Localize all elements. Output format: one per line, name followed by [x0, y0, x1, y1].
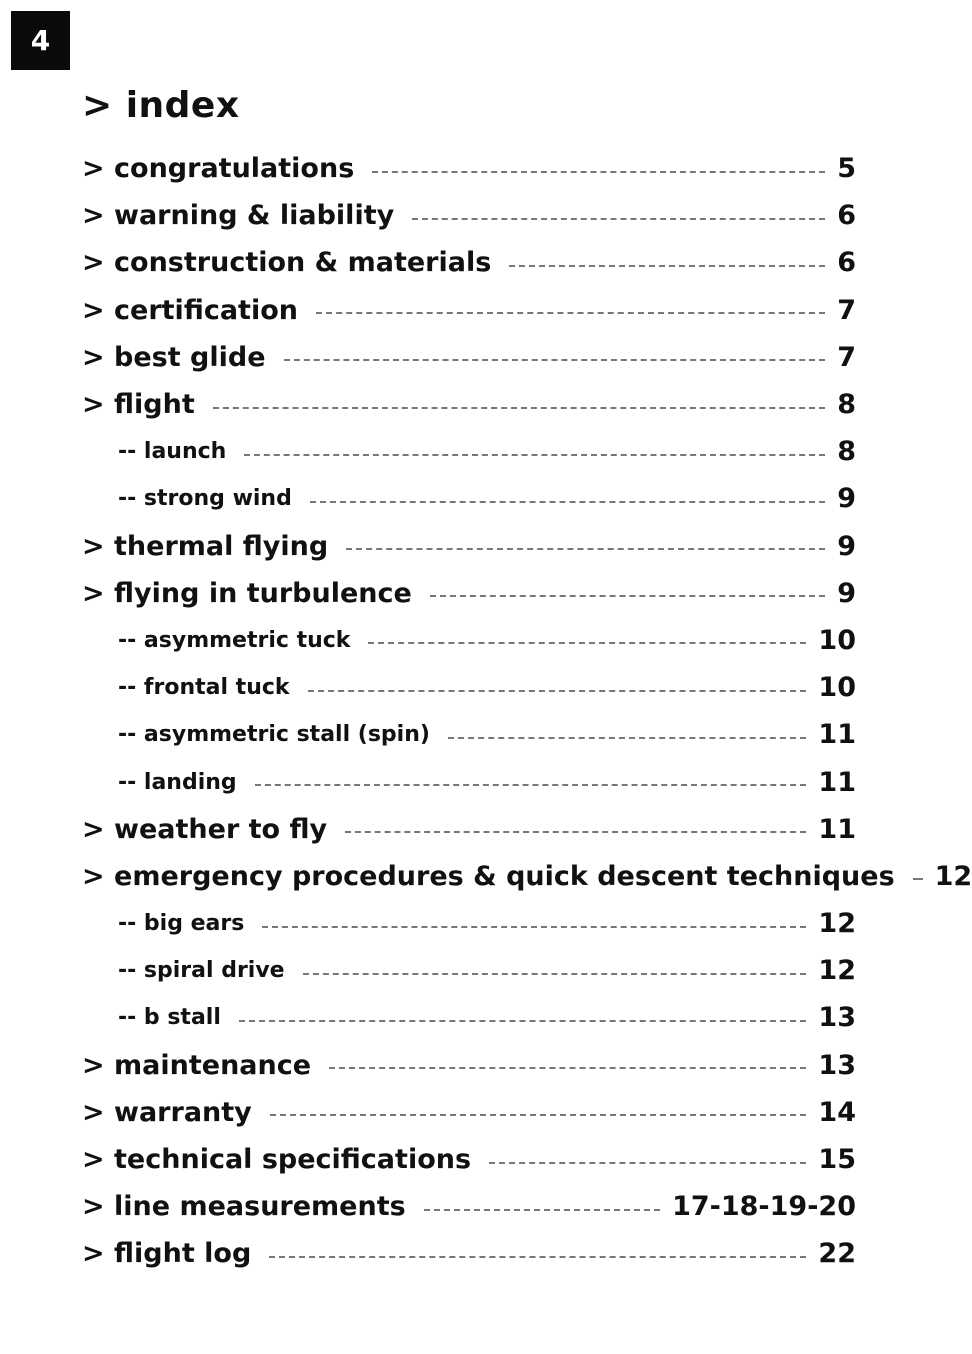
toc-subentry-frontal-tuck[interactable]: [82, 664, 856, 711]
dotted-leader: [346, 548, 825, 550]
toc-entry-label: -- landing: [118, 769, 237, 795]
toc-entry-label: > weather to fly: [82, 813, 328, 845]
toc-entry-page: 12: [818, 908, 856, 940]
toc-entry-label: > flight: [82, 389, 195, 421]
toc-entry-label: -- b stall: [118, 1005, 221, 1031]
toc-entry-flight[interactable]: [82, 381, 856, 428]
dotted-leader: [913, 878, 923, 880]
dotted-leader: [345, 831, 806, 833]
toc-entry-label: -- spiral drive: [118, 958, 285, 984]
toc-entry-line-measurements[interactable]: [82, 1183, 856, 1230]
toc-subentry-big-ears[interactable]: [82, 900, 856, 947]
toc-subentry-launch[interactable]: [82, 428, 856, 475]
toc-entry-warranty[interactable]: [82, 1089, 856, 1136]
toc-entry-page: 11: [818, 766, 856, 798]
dotted-leader: [372, 171, 825, 173]
toc-subentry-strong-wind[interactable]: [82, 475, 856, 522]
dotted-leader: [270, 1114, 807, 1116]
toc-entry-page: 13: [818, 1002, 856, 1034]
toc-entry-congratulations[interactable]: [82, 145, 856, 192]
toc-subentry-landing[interactable]: [82, 758, 856, 805]
toc-subentry-b-stall[interactable]: [82, 994, 856, 1041]
toc-entry-label: > warning & liability: [82, 200, 395, 232]
toc-entry-page: 17-18-19-20: [672, 1191, 856, 1223]
toc-entry-page: 5: [837, 153, 856, 185]
toc-entry-page: 12: [818, 955, 856, 987]
dotted-leader: [255, 784, 807, 786]
toc-entry-label: -- frontal tuck: [118, 675, 290, 701]
toc-entry-page: 6: [837, 247, 856, 279]
dotted-leader: [213, 407, 825, 409]
toc-entry-label: > thermal flying: [82, 530, 329, 562]
dotted-leader: [489, 1162, 806, 1164]
toc-entry-page: 14: [818, 1096, 856, 1128]
dotted-leader: [239, 1020, 807, 1022]
dotted-leader: [424, 1209, 660, 1211]
toc-entry-page: 11: [818, 719, 856, 751]
dotted-leader: [329, 1067, 806, 1069]
dotted-leader: [244, 454, 825, 456]
dotted-leader: [310, 501, 825, 503]
toc-entry-weather-to-fly[interactable]: [82, 806, 856, 853]
toc-entry-flight-log[interactable]: [82, 1230, 856, 1277]
dotted-leader: [308, 690, 807, 692]
toc-entry-page: 7: [837, 294, 856, 326]
toc-entry-page: 7: [837, 341, 856, 373]
toc-entry-page: 15: [818, 1144, 856, 1176]
dotted-leader: [368, 642, 806, 644]
dotted-leader: [316, 312, 825, 314]
dotted-leader: [412, 218, 825, 220]
toc-entry-page: 8: [837, 389, 856, 421]
page-number-badge: 4: [11, 11, 70, 70]
toc-entry-best-glide[interactable]: [82, 334, 856, 381]
toc-entry-page: 13: [818, 1049, 856, 1081]
toc-entry-label: -- asymmetric tuck: [118, 627, 351, 653]
toc-entry-label: -- big ears: [118, 911, 245, 937]
toc-subentry-spiral-drive[interactable]: [82, 947, 856, 994]
toc-entry-label: > flight log: [82, 1238, 252, 1270]
toc-entry-page: 10: [818, 672, 856, 704]
toc-entry-thermal-flying[interactable]: [82, 523, 856, 570]
dotted-leader: [284, 359, 826, 361]
toc-entry-maintenance[interactable]: [82, 1042, 856, 1089]
table-of-contents: [82, 145, 972, 1278]
toc-entry-page: 9: [837, 530, 856, 562]
toc-entry-emergency-procedures[interactable]: [82, 853, 972, 900]
toc-entry-page: 6: [837, 200, 856, 232]
toc-entry-label: > flying in turbulence: [82, 577, 412, 609]
toc-entry-page: 12: [934, 860, 972, 892]
toc-entry-certification[interactable]: [82, 287, 856, 334]
dotted-leader: [262, 926, 806, 928]
toc-entry-label: > maintenance: [82, 1049, 312, 1081]
toc-subentry-asymmetric-tuck[interactable]: [82, 617, 856, 664]
toc-entry-page: 9: [837, 577, 856, 609]
toc-entry-label: > congratulations: [82, 153, 355, 185]
toc-entry-label: > technical specifications: [82, 1144, 472, 1176]
toc-entry-label: > best glide: [82, 341, 266, 373]
toc-entry-page: 10: [818, 624, 856, 656]
dotted-leader: [430, 595, 825, 597]
dotted-leader: [448, 737, 806, 739]
toc-subentry-asymmetric-stall[interactable]: [82, 711, 856, 758]
toc-entry-warning-liability[interactable]: [82, 192, 856, 239]
toc-entry-page: 11: [818, 813, 856, 845]
toc-entry-label: > certification: [82, 294, 298, 326]
index-title: > index: [82, 85, 240, 126]
toc-entry-label: -- asymmetric stall (spin): [118, 722, 430, 748]
dotted-leader: [269, 1256, 806, 1258]
dotted-leader: [303, 973, 807, 975]
toc-entry-label: > construction & materials: [82, 247, 492, 279]
toc-entry-label: > emergency procedures & quick descent techniques: [82, 860, 895, 892]
toc-entry-label: > line measurements: [82, 1191, 406, 1223]
toc-entry-label: -- launch: [118, 439, 227, 465]
toc-entry-construction-materials[interactable]: [82, 239, 856, 286]
toc-entry-page: 9: [837, 483, 856, 515]
toc-entry-label: > warranty: [82, 1096, 252, 1128]
toc-entry-technical-specifications[interactable]: [82, 1136, 856, 1183]
toc-entry-label: -- strong wind: [118, 486, 292, 512]
toc-entry-flying-in-turbulence[interactable]: [82, 570, 856, 617]
toc-entry-page: 8: [837, 436, 856, 468]
dotted-leader: [509, 265, 825, 267]
toc-entry-page: 22: [818, 1238, 856, 1270]
